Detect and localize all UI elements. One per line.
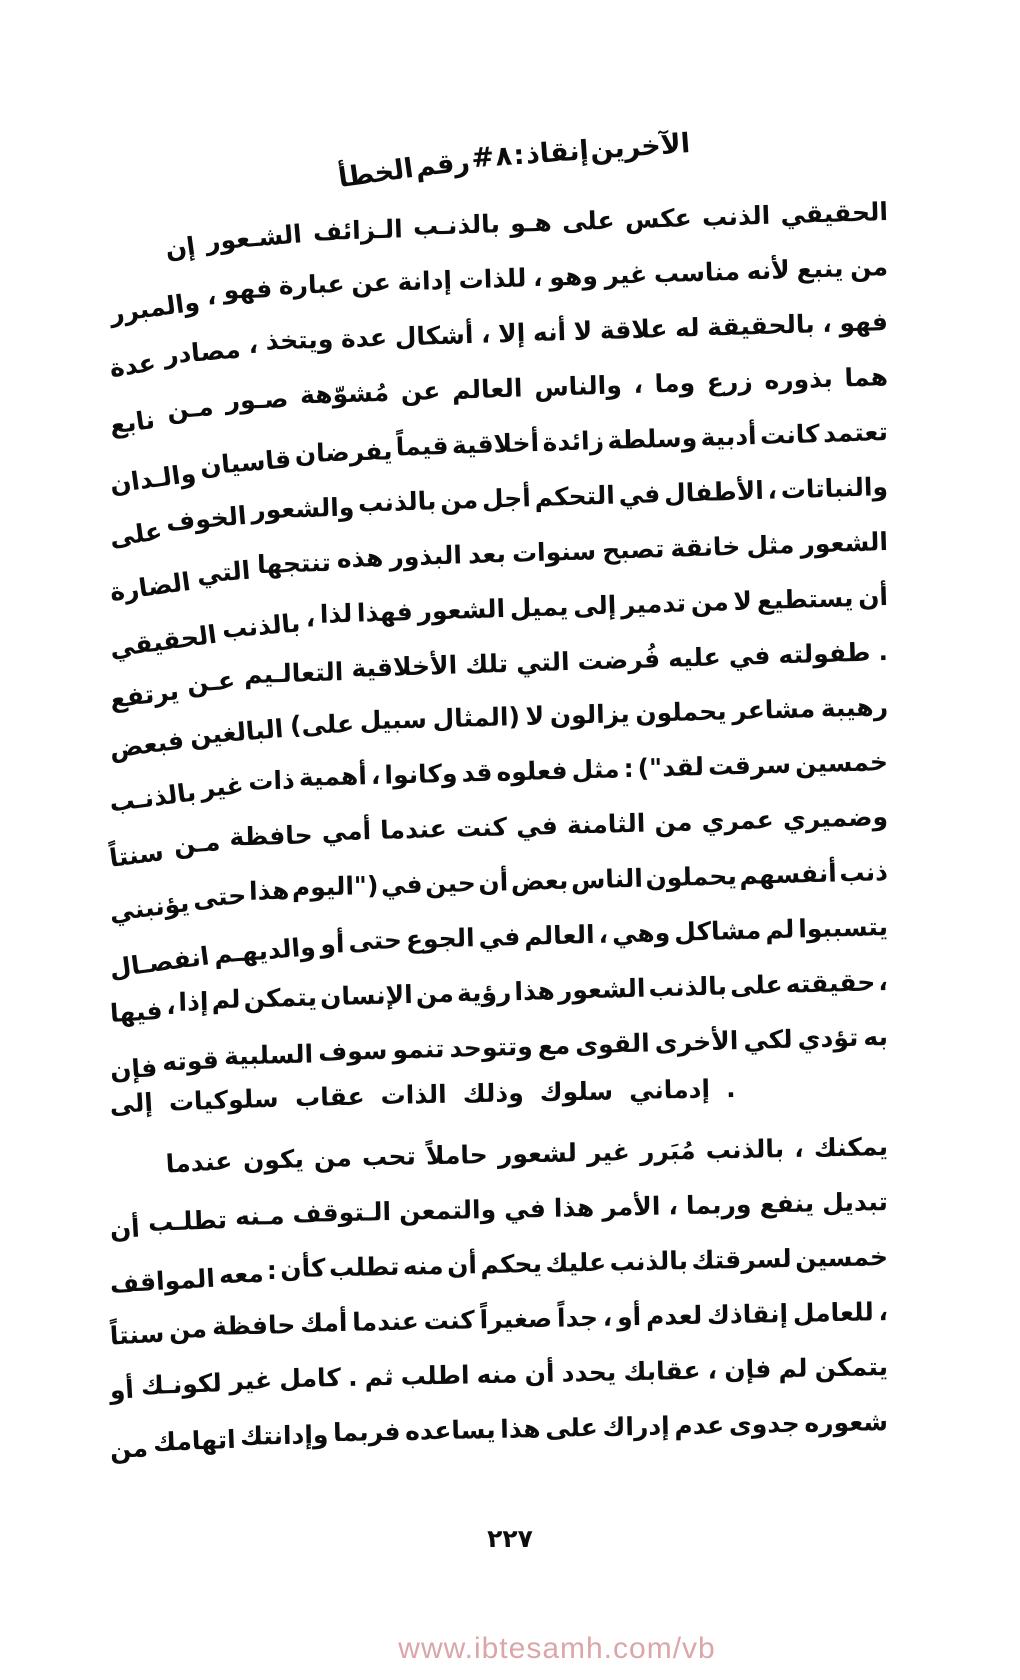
text-word: الأخلاقية — [350, 650, 458, 683]
text-word: غير — [603, 259, 648, 290]
text-word: عدة — [340, 322, 388, 354]
text-word: في — [380, 869, 423, 900]
page-number: ٢٢٧ — [487, 1524, 533, 1553]
text-word: فعلوه — [496, 755, 568, 787]
text-line — [109, 1352, 889, 1406]
watermark-url: www.ibtesamh.com/vb — [398, 1632, 716, 1665]
text-word: وإدانتك — [239, 1420, 329, 1451]
text-word: تصبح — [601, 534, 665, 565]
text-word: الشعور — [557, 973, 646, 1005]
text-line — [108, 1073, 736, 1120]
text-word: بالذنـب — [107, 777, 198, 818]
text-word: صـور — [225, 384, 289, 416]
text-line — [163, 197, 889, 265]
text-word: عبارة — [278, 269, 346, 301]
text-word: المثال) — [432, 701, 521, 734]
text-word: مـن — [165, 391, 215, 425]
text-word: بذوره — [763, 363, 834, 395]
text-word: يزالون — [549, 698, 631, 731]
title-word: : — [512, 139, 526, 172]
text-word: على — [561, 205, 615, 237]
text-word: ذنب — [838, 857, 889, 888]
text-word: تطلـب — [147, 1204, 228, 1237]
text-word: كأن — [279, 1253, 326, 1284]
text-word: الشعور — [799, 527, 889, 559]
text-word: وضميري — [782, 802, 889, 834]
text-word: عليه — [667, 642, 722, 673]
text-word: مُشوّهة — [299, 377, 390, 410]
text-word: اليوم") — [291, 870, 379, 903]
text-word: فبعض — [107, 725, 186, 764]
text-word: أن — [477, 867, 509, 898]
text-word: يحملون — [644, 861, 738, 893]
text-word: أن — [857, 582, 889, 612]
text-word: المواقف — [109, 1263, 216, 1299]
text-word: يتسببوا — [797, 912, 889, 944]
text-word: معه — [217, 1258, 264, 1290]
text-word: ، — [305, 603, 316, 633]
text-word: سنتاً — [109, 1318, 165, 1351]
text-word: قيماً — [395, 430, 449, 462]
text-word: مشاعر — [731, 693, 816, 726]
text-word: اطلب — [400, 1360, 470, 1391]
text-word: إدماني — [628, 1074, 711, 1106]
text-word: يؤنبني — [107, 887, 191, 928]
text-word: يساعده — [404, 1414, 496, 1446]
text-word: من — [109, 1433, 149, 1465]
text-word: زرع — [706, 366, 754, 397]
text-word: وربما — [685, 1189, 752, 1221]
text-word: شعوره — [804, 1407, 889, 1438]
text-word: يحكم — [480, 1248, 543, 1280]
text-word: للذات — [458, 263, 527, 295]
text-word: هذا — [553, 1192, 595, 1223]
text-word: في — [503, 1193, 547, 1224]
text-word: من — [415, 978, 455, 1009]
text-word: مثل — [571, 754, 620, 785]
text-word: الخوف — [165, 500, 249, 537]
text-word: مع — [537, 1030, 571, 1061]
text-word: تطلب — [328, 1251, 400, 1283]
text-word: قوته — [161, 1045, 220, 1077]
text-word: أهمية — [298, 761, 368, 792]
text-word: والنباتات — [780, 472, 889, 505]
text-word: سنوات — [511, 536, 597, 568]
title-word: # — [470, 141, 496, 175]
text-word: تؤدي — [797, 1022, 859, 1054]
text-line — [164, 1132, 889, 1179]
text-word: إلا — [497, 318, 526, 349]
text-word: بالحقيقة — [706, 309, 816, 342]
text-word: القوى — [574, 1028, 651, 1060]
text-word: من — [313, 1143, 353, 1173]
text-word: عكس — [624, 203, 693, 235]
text-word: لعدم — [645, 1300, 703, 1331]
text-word: يكون — [242, 1144, 305, 1176]
text-word: البالغين — [189, 714, 285, 751]
text-word: . — [725, 1073, 736, 1104]
text-word: حتى — [191, 880, 247, 914]
text-word: والتمعن — [398, 1194, 497, 1226]
text-word: لسرقتك — [691, 1243, 792, 1275]
text-word: يرتفع — [107, 675, 181, 715]
text-word: فإن — [723, 1354, 772, 1385]
text-word: إدراك — [602, 1411, 670, 1442]
text-word: الحقيقي — [780, 197, 889, 230]
text-word: مثل — [745, 529, 795, 561]
text-word: أن — [524, 1358, 555, 1389]
text-word: الضارة — [107, 566, 193, 607]
text-word: إن — [163, 231, 198, 265]
title-word: الخطأ — [336, 152, 416, 195]
text-word: التي — [515, 647, 570, 678]
text-word: سرقت — [707, 749, 792, 781]
text-word: إنقاذك — [706, 1299, 789, 1330]
text-word: تنمو — [391, 1034, 445, 1065]
text-word: به — [862, 1022, 889, 1052]
text-word: غير — [199, 770, 245, 803]
text-word: أن — [109, 1213, 141, 1245]
text-word: لم — [778, 1353, 808, 1384]
text-word: التحكم — [534, 480, 616, 513]
text-line — [109, 1407, 889, 1465]
text-word: لا — [732, 586, 753, 616]
text-word: ، — [821, 308, 833, 339]
text-word: لا — [573, 316, 593, 346]
text-word: طفولته — [777, 637, 871, 670]
text-word: الناس — [570, 863, 644, 895]
text-word: الأطفال — [663, 475, 765, 509]
text-word: الـتوقف — [292, 1196, 392, 1228]
text-word: تعتمد — [822, 417, 889, 449]
text-word: في — [728, 640, 771, 671]
text-word: عـن — [186, 665, 237, 699]
text-word: عليك — [545, 1247, 607, 1278]
text-word: البذور — [388, 540, 463, 572]
text-word: نابع — [107, 404, 157, 440]
text-word: فهو — [223, 274, 273, 305]
text-word: . — [877, 637, 889, 667]
title-word: رقم — [413, 146, 472, 184]
text-word: كنت — [455, 812, 508, 843]
text-word: أنفسهم — [738, 858, 838, 891]
text-word: فإن — [109, 1052, 159, 1085]
text-word: بالذنب — [357, 486, 437, 518]
text-word: . — [347, 1362, 358, 1392]
text-word: بالذنب — [705, 1134, 785, 1165]
text-word: وسلطة — [606, 423, 698, 455]
text-word: عندما — [379, 813, 448, 845]
text-word: لشعور — [497, 1138, 578, 1169]
text-word: الإنسان — [319, 979, 414, 1012]
text-word: ، — [248, 329, 259, 360]
text-word: كامل — [278, 1362, 342, 1394]
text-word: والمبرر — [107, 287, 202, 329]
text-word: أو — [320, 929, 345, 959]
text-word: زائدة — [541, 425, 605, 457]
text-word: ويتخذ — [265, 324, 334, 356]
text-word: بالذنب — [220, 608, 302, 644]
text-word: رؤية — [456, 977, 512, 1008]
text-word: ، — [165, 990, 176, 1021]
text-word: سنتاً — [107, 836, 166, 873]
chapter-title — [336, 128, 692, 195]
text-word: الشعور — [417, 594, 506, 626]
text-word: بعد — [467, 539, 507, 570]
text-word: من — [690, 587, 730, 618]
text-word: حافظة — [211, 1310, 296, 1341]
text-word: إلى — [108, 1087, 154, 1120]
text-word: بالذنـب — [412, 209, 501, 241]
text-word: وتتوحد — [449, 1031, 534, 1063]
text-word: له — [674, 312, 701, 343]
text-word: إذا — [178, 986, 209, 1017]
text-word: الـزائف — [312, 214, 404, 247]
text-word: أن — [446, 1250, 478, 1280]
text-word: رهيبة — [820, 692, 889, 723]
text-word: يميل — [509, 592, 569, 623]
text-word: كانت — [759, 419, 821, 451]
text-word: سوف — [317, 1035, 388, 1067]
text-word: من — [168, 1313, 208, 1345]
text-word: ، — [877, 967, 889, 997]
text-word: هما — [844, 362, 889, 393]
text-word: عندما — [351, 1306, 420, 1337]
text-word: فهو — [838, 307, 889, 338]
text-word: ، — [598, 919, 609, 949]
text-word: ، — [480, 319, 491, 349]
text-word: ، — [793, 1133, 805, 1163]
text-word: إلى — [572, 590, 617, 621]
text-word: في — [478, 921, 521, 953]
text-word: بالذنب — [648, 971, 728, 1003]
text-word: على — [544, 1412, 599, 1443]
text-word: والشعور — [250, 492, 355, 525]
text-line — [109, 1022, 889, 1085]
text-word: يتمكن — [243, 982, 318, 1014]
title-word: ٨ — [494, 140, 514, 173]
text-word: منه — [402, 1250, 444, 1281]
text-word: عمري — [701, 805, 775, 837]
text-word: يفرضان — [294, 436, 394, 469]
title-word: إنقاذ — [524, 135, 590, 171]
text-word: حتى — [348, 925, 403, 956]
text-word: من — [654, 807, 693, 838]
text-word: والـدان — [108, 458, 198, 499]
text-word: والديهـم — [212, 932, 317, 970]
text-line — [109, 967, 889, 1028]
text-word: الأمر — [601, 1191, 661, 1222]
text-word: أدبية — [699, 421, 758, 452]
text-word: يستطيع — [756, 583, 854, 616]
text-word: هـو — [509, 207, 553, 238]
text-word: ذات — [247, 765, 296, 796]
text-word: العالم — [451, 373, 523, 405]
text-word: ينبع — [795, 253, 844, 284]
text-word: أو — [109, 1374, 135, 1406]
text-word: (على — [289, 709, 355, 740]
text-word: والناس — [533, 370, 623, 403]
text-word: منه — [476, 1359, 518, 1390]
text-word: قاسيان — [198, 444, 292, 481]
text-word: في — [618, 479, 661, 510]
text-word: مُبَرر — [639, 1135, 696, 1166]
text-word: حاملاً — [425, 1140, 489, 1171]
text-word: ("لقد — [637, 751, 705, 783]
text-word: غير — [229, 1365, 273, 1396]
text-word: خمسين — [794, 1242, 889, 1273]
text-word: حافظة — [229, 820, 314, 852]
text-line — [109, 1297, 889, 1351]
text-word: اتهامك — [152, 1424, 236, 1457]
text-word: أخلاقية — [451, 427, 540, 460]
text-word: حقيقته — [785, 967, 876, 999]
text-word: هذا — [514, 976, 556, 1007]
text-word: الذات — [380, 1079, 447, 1110]
text-word: مـن — [172, 827, 221, 860]
text-word: أمي — [321, 815, 372, 847]
text-word: عندما — [164, 1146, 234, 1179]
text-word: وما — [654, 368, 696, 399]
text-word: ، — [205, 281, 218, 311]
text-word: ، — [668, 1191, 679, 1221]
text-word: تبديل — [821, 1187, 889, 1218]
text-word: خمسين — [794, 747, 889, 779]
text-word: غير — [586, 1137, 631, 1168]
text-word: سلوك — [539, 1076, 614, 1107]
text-word: : — [266, 1255, 278, 1285]
text-word: الثامنة — [566, 808, 646, 840]
text-word: ، — [767, 475, 778, 505]
text-word: مناسب — [653, 256, 741, 289]
text-word: يتمكن — [814, 1352, 889, 1383]
text-word: يحدد — [561, 1357, 617, 1388]
text-word: عقابك — [623, 1355, 701, 1387]
text-word: لم — [211, 984, 241, 1015]
text-word: الشـعور — [204, 219, 304, 257]
text-word: ، — [632, 369, 644, 399]
text-word: عقاب — [294, 1081, 365, 1113]
text-word: على — [729, 969, 783, 1001]
text-word: لكي — [742, 1024, 793, 1055]
text-word: التعالـيم — [243, 657, 344, 690]
text-word: علاقة — [599, 313, 668, 346]
text-word: لا — [525, 701, 545, 731]
text-word: فربما — [332, 1416, 401, 1448]
text-word: لأنه — [746, 255, 791, 286]
text-word: من — [439, 484, 479, 516]
text-word: وهي — [611, 917, 671, 949]
title-word: الآخرين — [589, 128, 692, 166]
text-line — [109, 1187, 889, 1245]
text-word: وهو — [548, 261, 599, 292]
text-word: ، — [370, 760, 381, 790]
text-word: ، — [878, 1297, 889, 1327]
text-word: العالم — [523, 919, 595, 951]
text-word: بعض — [510, 865, 569, 897]
text-word: الحقيقي — [108, 619, 219, 664]
text-word: وكانوا — [384, 758, 458, 790]
text-word: ، — [532, 262, 543, 293]
text-word: ، — [602, 1302, 613, 1332]
text-word: تلك — [464, 648, 509, 680]
text-word: أنه — [532, 317, 567, 348]
text-word: فيها — [109, 995, 164, 1028]
text-word: الجوع — [405, 923, 475, 955]
text-word: قد — [461, 757, 493, 788]
text-word: لم — [764, 914, 795, 945]
text-word: ثم — [364, 1361, 394, 1392]
text-word: أشكال — [394, 320, 474, 352]
text-word: هذا — [499, 1413, 541, 1444]
text-word: هذا — [248, 875, 290, 906]
text-word: للعامل — [792, 1297, 874, 1328]
text-word: على — [107, 516, 164, 553]
text-word: جدوى — [728, 1408, 801, 1440]
text-word: تنتجها — [256, 547, 332, 580]
text-word: من — [849, 252, 889, 283]
text-word: تحب — [361, 1141, 417, 1172]
text-word: الذنب — [701, 200, 771, 232]
text-word: عن — [400, 376, 441, 407]
text-word: لذا — [319, 598, 353, 629]
text-word: صغيراً — [479, 1303, 553, 1335]
text-word: عدة — [107, 347, 158, 383]
text-word: عن — [350, 267, 392, 298]
text-word: خانقة — [669, 531, 741, 563]
text-word: مـنه — [234, 1200, 285, 1231]
text-word: السلبية — [223, 1039, 314, 1071]
text-word: يحملون — [634, 696, 727, 728]
text-word: أو — [616, 1301, 642, 1332]
text-word: عدم — [674, 1410, 725, 1441]
text-word: حين — [424, 868, 477, 899]
text-word: مصادر — [162, 334, 242, 370]
text-word: أجل — [481, 483, 532, 514]
text-word: فُرضت — [577, 644, 661, 676]
text-word: جداً — [556, 1302, 599, 1333]
text-word: التي — [195, 555, 252, 589]
text-word: ، — [707, 1355, 718, 1385]
text-word: مشاكل — [673, 915, 762, 947]
text-word: تدمير — [620, 588, 687, 620]
text-word: لكونـك — [140, 1368, 223, 1401]
text-word: انفصـال — [107, 941, 211, 984]
text-word: في — [515, 810, 559, 842]
text-word: سبيل — [359, 704, 428, 736]
text-word: بالذنب — [609, 1246, 689, 1277]
text-word: فهذا — [356, 596, 414, 628]
text-line — [109, 1242, 889, 1299]
text-word: سلوكيات — [168, 1083, 280, 1117]
text-word: ينفع — [759, 1188, 815, 1219]
text-word: وذلك — [462, 1078, 525, 1109]
text-word: إدانة — [397, 265, 453, 297]
text-word: الأخرى — [654, 1026, 739, 1058]
text-word: كنت — [423, 1305, 476, 1336]
text-word: : — [623, 753, 635, 784]
text-word: أمك — [299, 1307, 348, 1338]
text-word: يمكنك — [813, 1132, 889, 1163]
text-word: هذه — [336, 542, 384, 574]
